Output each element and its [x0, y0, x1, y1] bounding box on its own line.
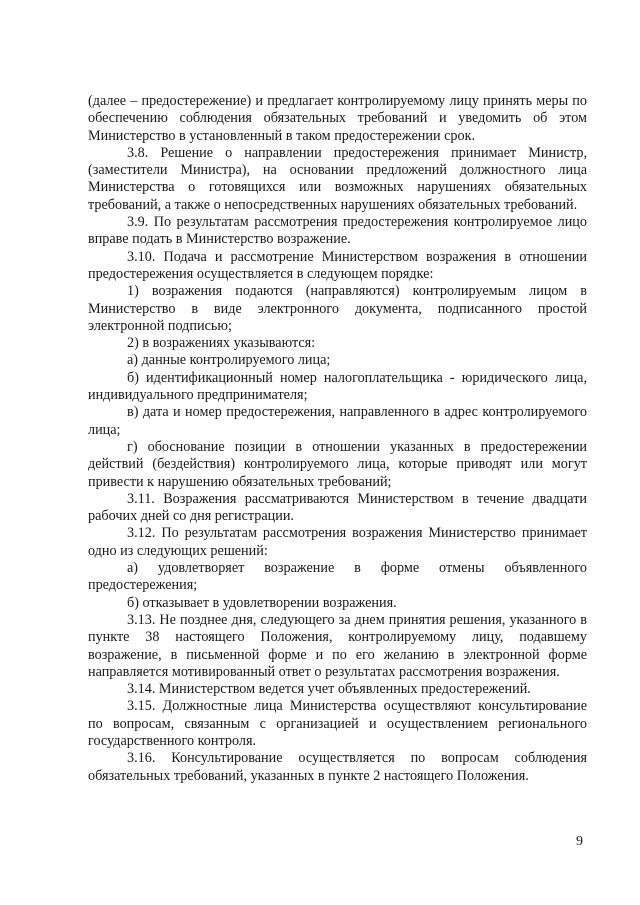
paragraph-3-16: 3.16. Консультирование осуществляется по вопросам соблюдения обязательных требований, указанных в пункте 2 настоящего Положения. — [88, 750, 587, 784]
document-body — [88, 93, 587, 785]
paragraph-3-10-item-2: 2) в возражениях указываются: — [127, 335, 316, 352]
paragraph-3-10: 3.10. Подача и рассмотрение Министерством возражения в отношении предостережения осуществляется в следующем порядке: — [88, 248, 587, 282]
paragraph-3-14: 3.14. Министерством ведется учет объявленных предостережений. — [127, 681, 531, 698]
paragraph-3-8: 3.8. Решение о направлении предостережения принимает Министр, (заместители Министра), на основании предложений должностного лица Министерства о готовящихся или возможных нарушениях обязательных требований, а также о непосредственных нарушениях обязательных требований. — [88, 144, 587, 213]
paragraph-3-12-item-a: а) удовлетворяет возражение в форме отмены объявленного предостережения; — [88, 560, 587, 594]
paragraph-3-10-item-a: а) данные контролируемого лица; — [127, 352, 331, 369]
paragraph-3-12: 3.12. По результатам рассмотрения возражения Министерство принимает одно из следующих решений: — [88, 525, 587, 559]
paragraph-3-13: 3.13. Не позднее дня, следующего за днем принятия решения, указанного в пункте 38 настоящего Положения, контролируемому лицу, подавшему возражение, в письменной форме и по его желанию в электронной форме направляется мотивированный ответ о результатах рассмотрения возражения. — [88, 611, 587, 680]
paragraph-3-10-item-b: б) идентификационный номер налогоплательщика - юридического лица, индивидуального предпринимателя; — [88, 369, 587, 404]
paragraph-3-9: 3.9. По результатам рассмотрения предостережения контролируемое лицо вправе подать в Министерство возражение. — [88, 214, 587, 248]
paragraph-3-15: 3.15. Должностные лица Министерства осуществляют консультирование по вопросам, связанным с организацией и осуществлением регионального государственного контроля. — [88, 698, 587, 749]
paragraph-preamble: (далее – предостережение) и предлагает контролируемому лицу принять меры по обеспечению соблюдения обязательных требований и уведомить об этом Министерство в установленный в таком предостережении срок. — [88, 93, 587, 144]
paragraph-3-10-item-v: в) дата и номер предостережения, направленного в адрес контролируемого лица; — [88, 404, 587, 438]
paragraph-3-10-item-1: 1) возражения подаются (направляются) контролируемым лицом в Министерство в виде электронного документа, подписанного простой электронной подписью; — [88, 283, 587, 334]
paragraph-3-11: 3.11. Возражения рассматриваются Министерством в течение двадцати рабочих дней со дня регистрации. — [88, 490, 587, 525]
page-number: 9 — [576, 834, 583, 849]
paragraph-3-12-item-b: б) отказывает в удовлетворении возражения. — [127, 594, 397, 611]
paragraph-3-10-item-g: г) обоснование позиции в отношении указанных в предостережении действий (бездействия) контролируемого лица, которые приводят или могут привести к нарушению обязательных требований; — [88, 438, 587, 490]
